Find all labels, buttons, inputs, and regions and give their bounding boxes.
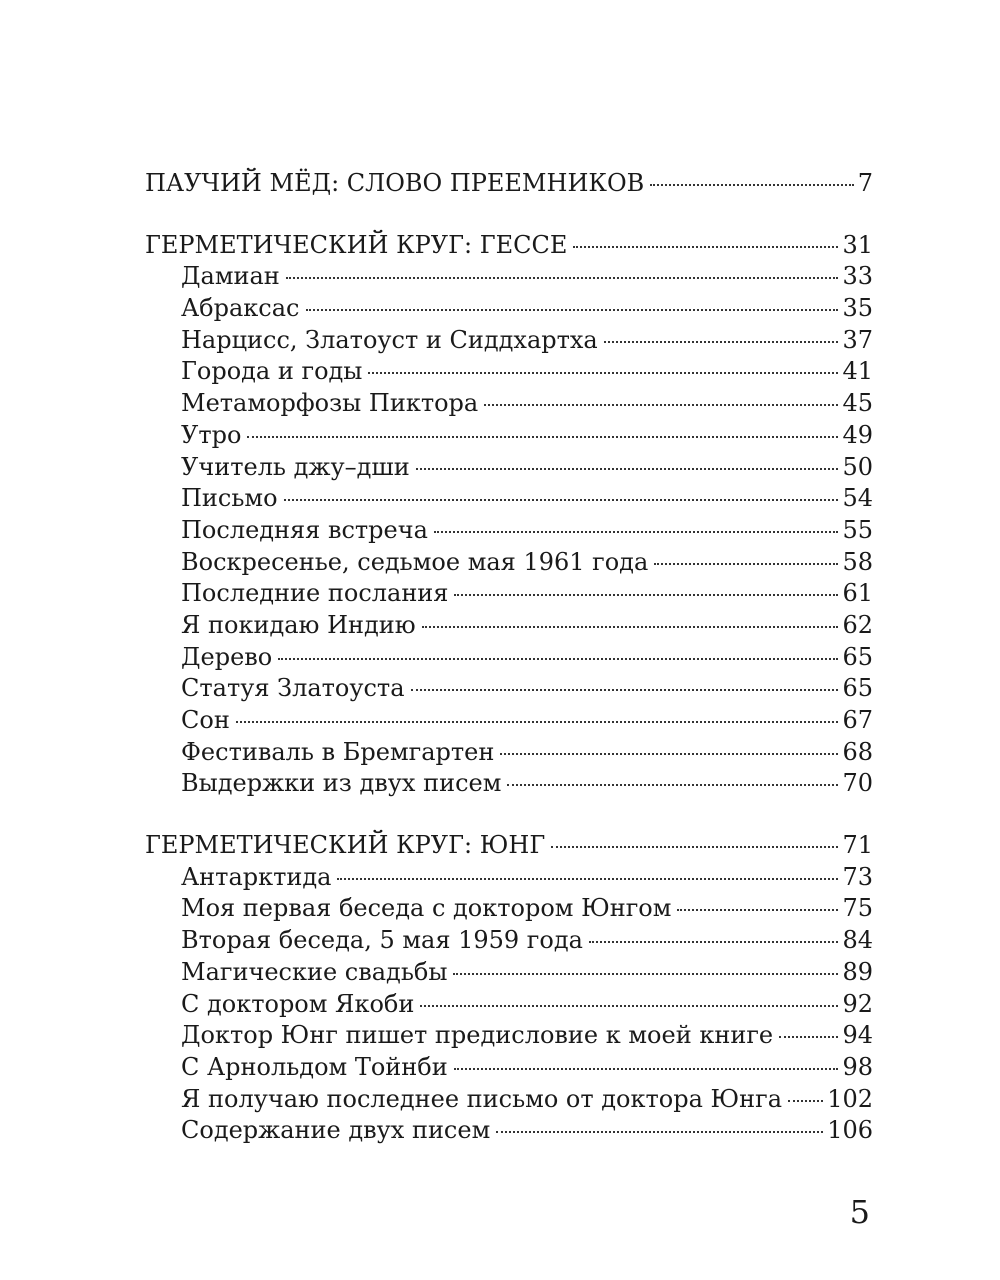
toc-entry[interactable] — [145, 578, 873, 610]
dot-leader — [654, 563, 838, 565]
toc-entry[interactable] — [145, 705, 873, 737]
toc-entry[interactable] — [145, 989, 873, 1021]
dot-leader — [573, 246, 838, 248]
toc-entry[interactable] — [145, 547, 873, 579]
toc-entry-title: Города и годы — [181, 357, 363, 386]
toc-section-heading[interactable] — [145, 230, 873, 262]
dot-leader — [500, 753, 838, 755]
dot-leader — [779, 1036, 838, 1038]
toc-entry-title: Содержание двух писем — [181, 1116, 491, 1145]
toc-entry-title: Метаморфозы Пиктора — [181, 389, 479, 418]
toc-page-ref: 41 — [842, 357, 873, 386]
dot-leader — [306, 309, 839, 311]
toc-entry[interactable] — [145, 862, 873, 894]
toc-page-ref: 31 — [842, 230, 873, 259]
page-number: 5 — [849, 1193, 870, 1231]
dot-leader — [484, 404, 838, 406]
toc-entry-title: С Арнольдом Тойнби — [181, 1052, 448, 1081]
toc-entry[interactable] — [145, 325, 873, 357]
toc-entry-title: Антарктида — [181, 862, 332, 891]
toc-section-heading[interactable] — [145, 830, 873, 862]
toc-page-ref: 106 — [827, 1116, 873, 1145]
dot-leader — [278, 658, 838, 660]
toc-entry[interactable] — [145, 483, 873, 515]
toc-entry[interactable] — [145, 1020, 873, 1052]
dot-leader — [589, 941, 839, 943]
dot-leader — [551, 846, 838, 848]
toc-entry[interactable] — [145, 893, 873, 925]
toc-page-ref: 94 — [842, 1021, 873, 1050]
dot-leader — [337, 878, 838, 880]
toc-entry-title: Вторая беседа, 5 мая 1959 года — [181, 926, 583, 955]
dot-leader — [286, 277, 839, 279]
toc-entry-title: Дерево — [181, 642, 273, 671]
toc-page-ref: 70 — [842, 769, 873, 798]
dot-leader — [422, 626, 839, 628]
toc-section-title: ПАУЧИЙ МЁД: СЛОВО ПРЕЕМНИКОВ — [145, 169, 645, 197]
toc-entry-title: Доктор Юнг пишет предисловие к моей книге — [181, 1021, 774, 1050]
toc-entry-title: Нарцисс, Златоуст и Сиддхартха — [181, 325, 598, 354]
toc-entry[interactable] — [145, 642, 873, 674]
toc-entry-title: Я покидаю Индию — [181, 610, 416, 639]
toc-page-ref: 49 — [842, 420, 873, 449]
toc-entry[interactable] — [145, 388, 873, 420]
dot-leader — [677, 909, 838, 911]
dot-leader — [454, 594, 838, 596]
toc-entry-title: Моя первая беседа с доктором Юнгом — [181, 894, 672, 923]
dot-leader — [434, 531, 839, 533]
toc-entry-title: Последние послания — [181, 579, 449, 608]
toc-page-ref: 68 — [842, 737, 873, 766]
toc-page-ref: 102 — [827, 1084, 873, 1113]
toc-entry[interactable] — [145, 925, 873, 957]
dot-leader — [496, 1131, 823, 1133]
toc-page-ref: 89 — [842, 957, 873, 986]
toc-entry-title: Дамиан — [181, 262, 280, 291]
dot-leader — [411, 689, 839, 691]
toc-entry-title: Я получаю последнее письмо от доктора Юнга — [181, 1084, 783, 1113]
toc-entry[interactable] — [145, 452, 873, 484]
toc-page-ref: 71 — [842, 831, 873, 860]
dot-leader — [507, 784, 838, 786]
toc-entry[interactable] — [145, 293, 873, 325]
dot-leader — [247, 436, 838, 438]
toc-page-ref: 84 — [842, 926, 873, 955]
dot-leader — [284, 499, 839, 501]
toc-entry[interactable] — [145, 515, 873, 547]
toc-page-ref: 35 — [842, 294, 873, 323]
toc-page-ref: 37 — [842, 325, 873, 354]
toc-entry-title: С доктором Якоби — [181, 989, 415, 1018]
toc-section-heading[interactable] — [145, 168, 873, 200]
toc-entry[interactable] — [145, 420, 873, 452]
toc-entry-title: Воскресенье, седьмое мая 1961 года — [181, 547, 649, 576]
toc-entry[interactable] — [145, 768, 873, 800]
toc-entry-title: Абраксас — [181, 294, 300, 323]
toc-entry-title: Выдержки из двух писем — [181, 769, 502, 798]
toc-entry-title: Магические свадьбы — [181, 957, 448, 986]
dot-leader — [650, 184, 853, 186]
toc-entry[interactable] — [145, 261, 873, 293]
dot-leader — [416, 468, 839, 470]
toc-section — [145, 168, 873, 200]
dot-leader — [604, 341, 839, 343]
toc-page-ref: 92 — [842, 989, 873, 1018]
toc-page-ref: 65 — [842, 674, 873, 703]
toc-page-ref: 7 — [857, 169, 873, 197]
toc-entry[interactable] — [145, 1052, 873, 1084]
toc-page-ref: 98 — [842, 1052, 873, 1081]
toc-entry[interactable] — [145, 356, 873, 388]
toc-page-ref: 65 — [842, 642, 873, 671]
dot-leader — [236, 721, 839, 723]
dot-leader — [453, 973, 838, 975]
toc-page-ref: 73 — [842, 862, 873, 891]
toc-entry[interactable] — [145, 957, 873, 989]
dot-leader — [454, 1068, 839, 1070]
dot-leader — [788, 1100, 823, 1102]
toc-page-ref: 67 — [842, 706, 873, 734]
toc-entry[interactable] — [145, 1115, 873, 1147]
toc-page-ref: 61 — [842, 579, 873, 608]
toc-entry[interactable] — [145, 1084, 873, 1116]
toc-entry-title: Фестиваль в Бремгартен — [181, 737, 495, 766]
toc-entry[interactable] — [145, 610, 873, 642]
toc-section — [145, 830, 873, 1147]
toc-page-ref: 50 — [842, 452, 873, 481]
toc-page-ref: 45 — [842, 389, 873, 418]
toc-page-ref: 75 — [842, 894, 873, 923]
toc-page-ref: 62 — [842, 610, 873, 639]
toc-section — [145, 230, 873, 800]
toc-page-ref: 33 — [842, 262, 873, 291]
toc-entry[interactable] — [145, 673, 873, 705]
toc-section-title: ГЕРМЕТИЧЕСКИЙ КРУГ: ГЕССЕ — [145, 230, 568, 259]
toc-page-ref: 55 — [842, 515, 873, 544]
toc-entry-title: Статуя Златоуста — [181, 674, 405, 703]
toc-section-title: ГЕРМЕТИЧЕСКИЙ КРУГ: ЮНГ — [145, 831, 546, 860]
toc-entry-title: Учитель джу–дши — [181, 452, 410, 481]
toc-entry-title: Сон — [181, 706, 230, 734]
toc-page-ref: 58 — [842, 547, 873, 576]
dot-leader — [368, 372, 838, 374]
toc-entry-title: Утро — [181, 420, 242, 449]
toc-entry[interactable] — [145, 737, 873, 769]
table-of-contents — [145, 168, 873, 1177]
toc-entry-title: Последняя встреча — [181, 515, 428, 544]
toc-entry-title: Письмо — [181, 484, 278, 513]
toc-page-ref: 54 — [842, 484, 873, 513]
dot-leader — [420, 1005, 838, 1007]
